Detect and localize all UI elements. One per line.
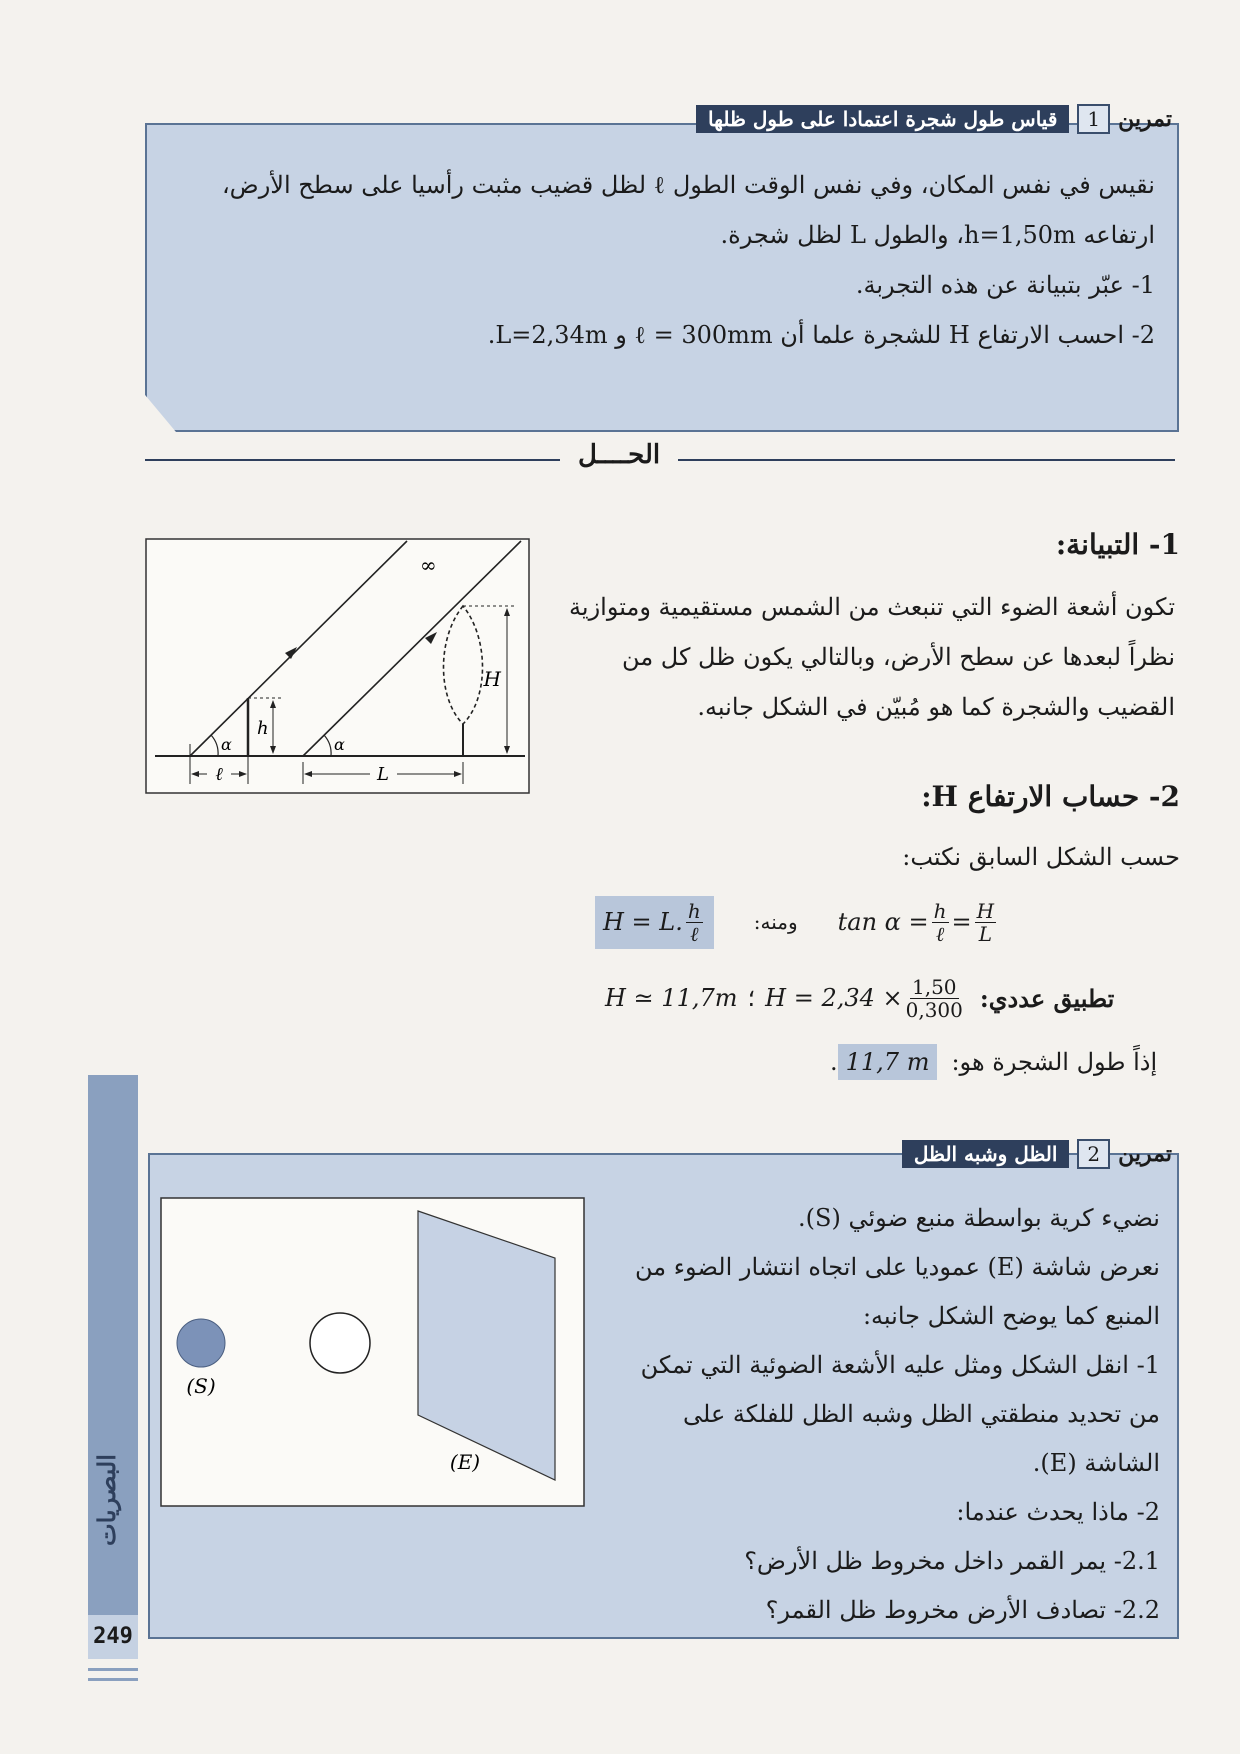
page-number: 249 bbox=[88, 1615, 138, 1659]
light-source bbox=[177, 1319, 225, 1367]
page-decoration bbox=[88, 1668, 138, 1671]
figure1-ell-label: ℓ bbox=[215, 764, 223, 785]
numeric-fraction bbox=[906, 976, 963, 1021]
numeric-frac-num: 1,50 bbox=[911, 974, 957, 999]
result-fraction-den: ℓ bbox=[690, 921, 699, 946]
tan-fraction-1 bbox=[932, 900, 949, 945]
numeric-line bbox=[605, 968, 1114, 1028]
exercise2-line: من تحديد منطقتي الظل وشبه الظل للفلكة على bbox=[683, 1400, 1160, 1428]
part2-title: 2- حساب الارتفاع H: bbox=[921, 780, 1180, 813]
page-decoration bbox=[88, 1678, 138, 1681]
exercise1-line: ارتفاعه h=1,50m، والطول L لظل شجرة. bbox=[720, 221, 1155, 249]
exercise1-line: 1- عبّر بتبيانة عن هذه التجربة. bbox=[855, 271, 1155, 299]
part1-line: تكون أشعة الضوء التي تنبعث من الشمس مستقيمية ومتوازية bbox=[569, 593, 1175, 621]
exercise1-line: نقيس في نفس المكان، وفي نفس الوقت الطول ℓ لظل قضيب مثبت رأسيا على سطح الأرض، bbox=[221, 171, 1155, 199]
tan-frac1-den: ℓ bbox=[935, 921, 945, 946]
figure1-h-label: h bbox=[257, 718, 269, 739]
tan-frac1-num: h bbox=[933, 898, 947, 923]
conclusion-line bbox=[830, 1040, 1157, 1084]
exercise1-line: 2- احسب الارتفاع H للشجرة علما أن ℓ = 300mm و L=2,34m. bbox=[487, 321, 1155, 349]
exercise2-line: نضيء كرية بواسطة منبع ضوئي (S). bbox=[798, 1204, 1160, 1232]
part1-line: القضيب والشجرة كما هو مُبيّن في الشكل جانبه. bbox=[697, 693, 1175, 721]
exercise2-line: 2- ماذا يحدث عندما: bbox=[956, 1498, 1160, 1526]
conclusion-value: 11,7 m bbox=[838, 1044, 938, 1080]
part1-title: 1- التبيانة: bbox=[1055, 528, 1180, 561]
exercise1-statement bbox=[165, 160, 1155, 360]
exercise2-line: المنبع كما يوضح الشكل جانبه: bbox=[862, 1302, 1160, 1330]
figure1-alpha1-label: α bbox=[221, 735, 232, 754]
figure1-infinity-label: ∞ bbox=[420, 553, 437, 577]
exercise2-statement bbox=[598, 1194, 1160, 1635]
equals-sign: = bbox=[951, 908, 972, 936]
numeric-separator: ؛ bbox=[747, 984, 756, 1012]
exercise2-line: نعرض شاشة (E) عموديا على اتجاه انتشار الضوء من bbox=[635, 1253, 1160, 1281]
exercise1-header bbox=[696, 104, 1172, 134]
numeric-expression: H = 2,34 × bbox=[765, 984, 903, 1012]
conclusion-text: إذاً طول الشجرة هو: bbox=[951, 1048, 1158, 1076]
exercise2-line: 1- انقل الشكل ومثل عليه الأشعة الضوئية التي تمكن bbox=[640, 1351, 1160, 1379]
result-fraction-num: h bbox=[687, 898, 701, 923]
hence-label: ومنه: bbox=[753, 910, 798, 934]
part1-text bbox=[535, 582, 1175, 732]
tan-fraction-2 bbox=[975, 900, 996, 945]
formula-line bbox=[595, 892, 999, 952]
tan-formula bbox=[838, 900, 999, 945]
figure1-L-label: L bbox=[377, 764, 389, 785]
part1-line: نظراً لبعدها عن سطح الأرض، وبالتالي يكون ظل كل من bbox=[622, 643, 1175, 671]
exercise2-line: 2.1- يمر القمر داخل مخروط ظل الأرض؟ bbox=[744, 1547, 1160, 1575]
exercise2-line: الشاشة (E). bbox=[1032, 1449, 1160, 1477]
result-lhs: H = L. bbox=[603, 908, 683, 936]
exercise2-label: تمرين bbox=[1118, 1141, 1172, 1167]
figure1-H-label: H bbox=[483, 667, 501, 691]
tan-frac2-den: L bbox=[978, 921, 992, 946]
tan-frac2-num: H bbox=[976, 898, 995, 923]
tan-lhs: tan α = bbox=[837, 908, 929, 936]
exercise2-title: الظل وشبه الظل bbox=[902, 1140, 1070, 1168]
exercise1-title: قياس طول شجرة اعتمادا على طول ظلها bbox=[696, 105, 1069, 133]
screen-label: (E) bbox=[449, 1450, 481, 1474]
chapter-title: البصريات bbox=[92, 1454, 121, 1546]
result-fraction bbox=[686, 900, 703, 945]
numeric-result: H ≃ 11,7m bbox=[605, 984, 738, 1012]
source-ball-screen-figure bbox=[160, 1197, 585, 1507]
conclusion-dot: . bbox=[830, 1048, 838, 1076]
rod-tree-shadow-figure bbox=[145, 538, 530, 794]
result-formula bbox=[595, 896, 714, 949]
exercise2-number: 2 bbox=[1077, 1139, 1110, 1169]
figure1-alpha2-label: α bbox=[334, 735, 345, 754]
numeric-label: تطبيق عددي: bbox=[979, 983, 1115, 1013]
numeric-frac-den: 0,300 bbox=[905, 997, 963, 1022]
part2-intro: حسب الشكل السابق نكتب: bbox=[902, 843, 1180, 871]
source-label: (S) bbox=[186, 1374, 216, 1398]
solution-heading: الحــــل bbox=[560, 440, 678, 470]
exercise2-line: 2.2- تصادف الأرض مخروط ظل القمر؟ bbox=[765, 1596, 1160, 1624]
exercise1-label: تمرين bbox=[1118, 106, 1172, 132]
exercise2-header bbox=[902, 1139, 1172, 1169]
ball bbox=[310, 1313, 370, 1373]
exercise1-number: 1 bbox=[1077, 104, 1110, 134]
